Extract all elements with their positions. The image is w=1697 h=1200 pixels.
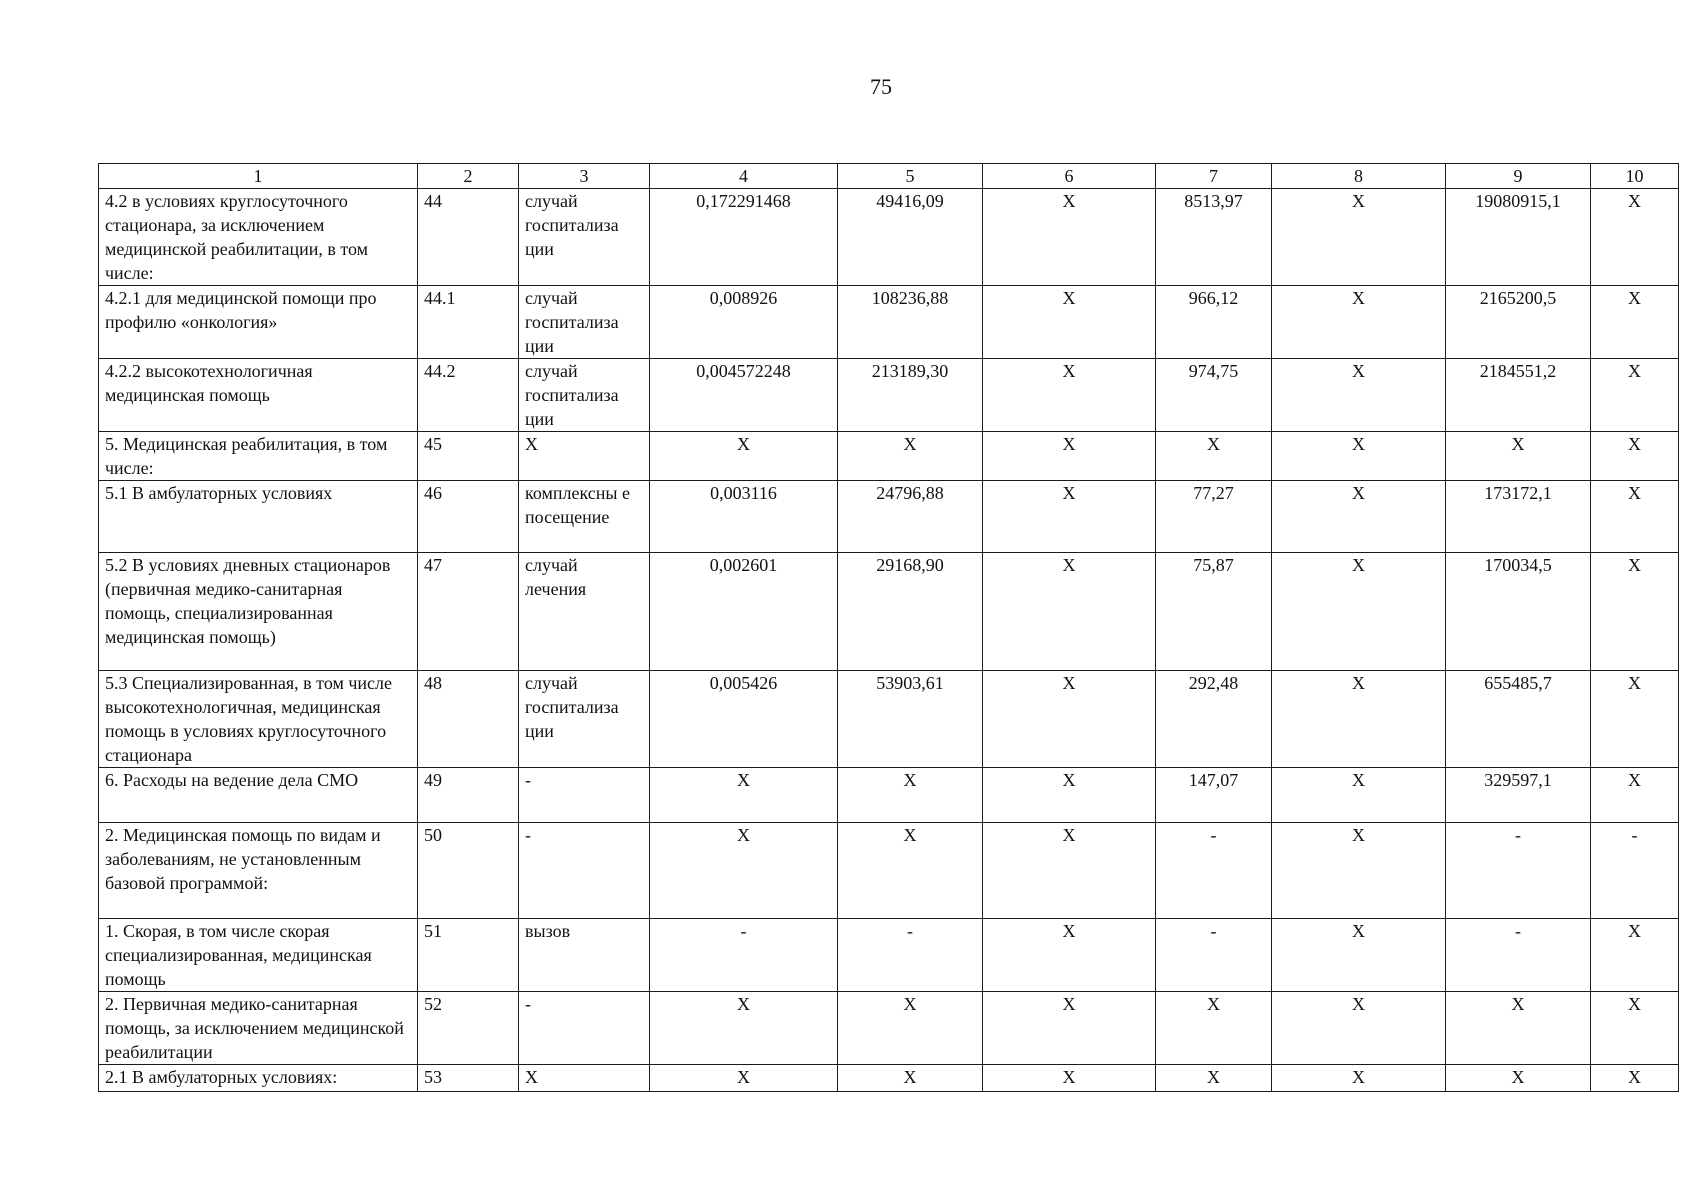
row-unit-cell: случай госпитализа ции bbox=[519, 189, 650, 286]
table-cell: 173172,1 bbox=[1446, 481, 1591, 553]
table-cell: 0,002601 bbox=[650, 553, 838, 671]
row-unit-cell: вызов bbox=[519, 919, 650, 992]
table-cell: X bbox=[1272, 359, 1446, 432]
table-cell: 0,005426 bbox=[650, 671, 838, 768]
table-cell: X bbox=[1591, 359, 1679, 432]
table-cell: 24796,88 bbox=[838, 481, 983, 553]
table-row bbox=[99, 1065, 1679, 1092]
table-cell: X bbox=[983, 671, 1156, 768]
row-name-cell: 5.2 В условиях дневных стационаров (первичная медико-санитарная помощь, специализированная медицинская помощь) bbox=[99, 553, 418, 671]
table-cell: X bbox=[983, 286, 1156, 359]
table-cell: X bbox=[1272, 432, 1446, 481]
table-cell: X bbox=[650, 823, 838, 919]
table-cell: X bbox=[1272, 286, 1446, 359]
table-row bbox=[99, 671, 1679, 768]
table-row bbox=[99, 992, 1679, 1065]
row-unit-cell: комплексны е посещение bbox=[519, 481, 650, 553]
table-cell: X bbox=[838, 992, 983, 1065]
table-cell: X bbox=[1272, 919, 1446, 992]
column-header: 8 bbox=[1272, 164, 1446, 189]
row-name-cell: 4.2.1 для медицинской помощи про профилю «онкология» bbox=[99, 286, 418, 359]
column-header: 4 bbox=[650, 164, 838, 189]
row-name-cell: 5.3 Специализированная, в том числе высокотехнологичная, медицинская помощь в условиях круглосуточного стационара bbox=[99, 671, 418, 768]
table-cell: X bbox=[983, 919, 1156, 992]
row-name-cell: 5.1 В амбулаторных условиях bbox=[99, 481, 418, 553]
table-cell: 108236,88 bbox=[838, 286, 983, 359]
table-cell: 77,27 bbox=[1156, 481, 1272, 553]
table-cell: X bbox=[1272, 189, 1446, 286]
row-name-cell: 6. Расходы на ведение дела СМО bbox=[99, 768, 418, 823]
row-name-cell: 4.2 в условиях круглосуточного стационара, за исключением медицинской реабилитации, в том числе: bbox=[99, 189, 418, 286]
table-cell: - bbox=[1156, 823, 1272, 919]
table-cell: 655485,7 bbox=[1446, 671, 1591, 768]
row-name-cell: 2. Медицинская помощь по видам и заболеваниям, не установленным базовой программой: bbox=[99, 823, 418, 919]
table-row bbox=[99, 919, 1679, 992]
table-cell: X bbox=[650, 768, 838, 823]
row-name-cell: 2. Первичная медико-санитарная помощь, за исключением медицинской реабилитации bbox=[99, 992, 418, 1065]
table-cell: X bbox=[1156, 432, 1272, 481]
table-cell: X bbox=[1272, 671, 1446, 768]
row-unit-cell: X bbox=[519, 1065, 650, 1092]
table-cell: X bbox=[838, 823, 983, 919]
table-row bbox=[99, 359, 1679, 432]
table-cell: X bbox=[838, 432, 983, 481]
table-cell: 75,87 bbox=[1156, 553, 1272, 671]
table-cell: 0,003116 bbox=[650, 481, 838, 553]
table-cell: 329597,1 bbox=[1446, 768, 1591, 823]
table-cell: X bbox=[1591, 481, 1679, 553]
row-unit-cell: случай госпитализа ции bbox=[519, 286, 650, 359]
row-unit-cell: - bbox=[519, 768, 650, 823]
table-cell: 147,07 bbox=[1156, 768, 1272, 823]
table-row bbox=[99, 768, 1679, 823]
table-cell: X bbox=[1591, 768, 1679, 823]
row-unit-cell: - bbox=[519, 992, 650, 1065]
table-cell: 0,004572248 bbox=[650, 359, 838, 432]
table-cell: 0,008926 bbox=[650, 286, 838, 359]
table-cell: X bbox=[650, 1065, 838, 1092]
column-header: 6 bbox=[983, 164, 1156, 189]
row-code-cell: 44 bbox=[418, 189, 519, 286]
table-cell: 29168,90 bbox=[838, 553, 983, 671]
column-header: 2 bbox=[418, 164, 519, 189]
table-cell: X bbox=[1591, 992, 1679, 1065]
table-row bbox=[99, 553, 1679, 671]
row-name-cell: 1. Скорая, в том числе скорая специализированная, медицинская помощь bbox=[99, 919, 418, 992]
table-cell: - bbox=[1156, 919, 1272, 992]
row-unit-cell: X bbox=[519, 432, 650, 481]
page-number: 75 bbox=[870, 74, 892, 99]
table-cell: X bbox=[1272, 768, 1446, 823]
table-cell: X bbox=[1272, 553, 1446, 671]
table-cell: - bbox=[1446, 823, 1591, 919]
table-row bbox=[99, 286, 1679, 359]
column-header: 3 bbox=[519, 164, 650, 189]
table-cell: X bbox=[1272, 823, 1446, 919]
table-header-row bbox=[99, 164, 1679, 189]
row-name-cell: 2.1 В амбулаторных условиях: bbox=[99, 1065, 418, 1092]
data-table bbox=[98, 163, 1679, 1092]
table-cell: X bbox=[983, 823, 1156, 919]
row-code-cell: 48 bbox=[418, 671, 519, 768]
row-code-cell: 44.2 bbox=[418, 359, 519, 432]
table-cell: X bbox=[983, 359, 1156, 432]
table-cell: X bbox=[650, 992, 838, 1065]
table-cell: 966,12 bbox=[1156, 286, 1272, 359]
row-unit-cell: случай лечения bbox=[519, 553, 650, 671]
row-code-cell: 53 bbox=[418, 1065, 519, 1092]
table-cell: 0,172291468 bbox=[650, 189, 838, 286]
table-cell: 213189,30 bbox=[838, 359, 983, 432]
table-cell: X bbox=[1591, 432, 1679, 481]
column-header: 1 bbox=[99, 164, 418, 189]
table-cell: 170034,5 bbox=[1446, 553, 1591, 671]
table-cell: X bbox=[650, 432, 838, 481]
row-unit-cell: - bbox=[519, 823, 650, 919]
table-cell: X bbox=[1591, 189, 1679, 286]
row-code-cell: 50 bbox=[418, 823, 519, 919]
table-cell: X bbox=[1272, 481, 1446, 553]
table-cell: - bbox=[1591, 823, 1679, 919]
table-cell: 19080915,1 bbox=[1446, 189, 1591, 286]
table-cell: X bbox=[1156, 1065, 1272, 1092]
row-unit-cell: случай госпитализа ции bbox=[519, 359, 650, 432]
table-cell: X bbox=[1591, 671, 1679, 768]
table-cell: X bbox=[1272, 1065, 1446, 1092]
row-name-cell: 4.2.2 высокотехнологичная медицинская помощь bbox=[99, 359, 418, 432]
table-cell: X bbox=[983, 1065, 1156, 1092]
table-cell: - bbox=[838, 919, 983, 992]
table-cell: X bbox=[983, 768, 1156, 823]
table-cell: X bbox=[838, 1065, 983, 1092]
table-cell: - bbox=[1446, 919, 1591, 992]
row-code-cell: 46 bbox=[418, 481, 519, 553]
table-cell: 2184551,2 bbox=[1446, 359, 1591, 432]
table-cell: X bbox=[1446, 992, 1591, 1065]
table-cell: X bbox=[983, 481, 1156, 553]
table-cell: X bbox=[983, 189, 1156, 286]
column-header: 10 bbox=[1591, 164, 1679, 189]
table-cell: X bbox=[1446, 1065, 1591, 1092]
table-cell: X bbox=[1591, 1065, 1679, 1092]
row-code-cell: 49 bbox=[418, 768, 519, 823]
table-row bbox=[99, 481, 1679, 553]
table-cell: X bbox=[1591, 919, 1679, 992]
table-cell: X bbox=[1591, 286, 1679, 359]
table-cell: X bbox=[983, 992, 1156, 1065]
table-cell: 974,75 bbox=[1156, 359, 1272, 432]
row-code-cell: 51 bbox=[418, 919, 519, 992]
table-row bbox=[99, 823, 1679, 919]
row-unit-cell: случай госпитализа ции bbox=[519, 671, 650, 768]
row-name-cell: 5. Медицинская реабилитация, в том числе: bbox=[99, 432, 418, 481]
table-cell: - bbox=[650, 919, 838, 992]
table-cell: 2165200,5 bbox=[1446, 286, 1591, 359]
table-cell: 49416,09 bbox=[838, 189, 983, 286]
row-code-cell: 52 bbox=[418, 992, 519, 1065]
table-cell: 292,48 bbox=[1156, 671, 1272, 768]
table-cell: 8513,97 bbox=[1156, 189, 1272, 286]
column-header: 5 bbox=[838, 164, 983, 189]
column-header: 9 bbox=[1446, 164, 1591, 189]
table-cell: X bbox=[1446, 432, 1591, 481]
table-row bbox=[99, 432, 1679, 481]
table-cell: X bbox=[983, 432, 1156, 481]
row-code-cell: 44.1 bbox=[418, 286, 519, 359]
table-cell: 53903,61 bbox=[838, 671, 983, 768]
table-row bbox=[99, 189, 1679, 286]
table-cell: X bbox=[838, 768, 983, 823]
row-code-cell: 47 bbox=[418, 553, 519, 671]
table-cell: X bbox=[1591, 553, 1679, 671]
table-cell: X bbox=[1272, 992, 1446, 1065]
table-cell: X bbox=[1156, 992, 1272, 1065]
column-header: 7 bbox=[1156, 164, 1272, 189]
row-code-cell: 45 bbox=[418, 432, 519, 481]
table-cell: X bbox=[983, 553, 1156, 671]
